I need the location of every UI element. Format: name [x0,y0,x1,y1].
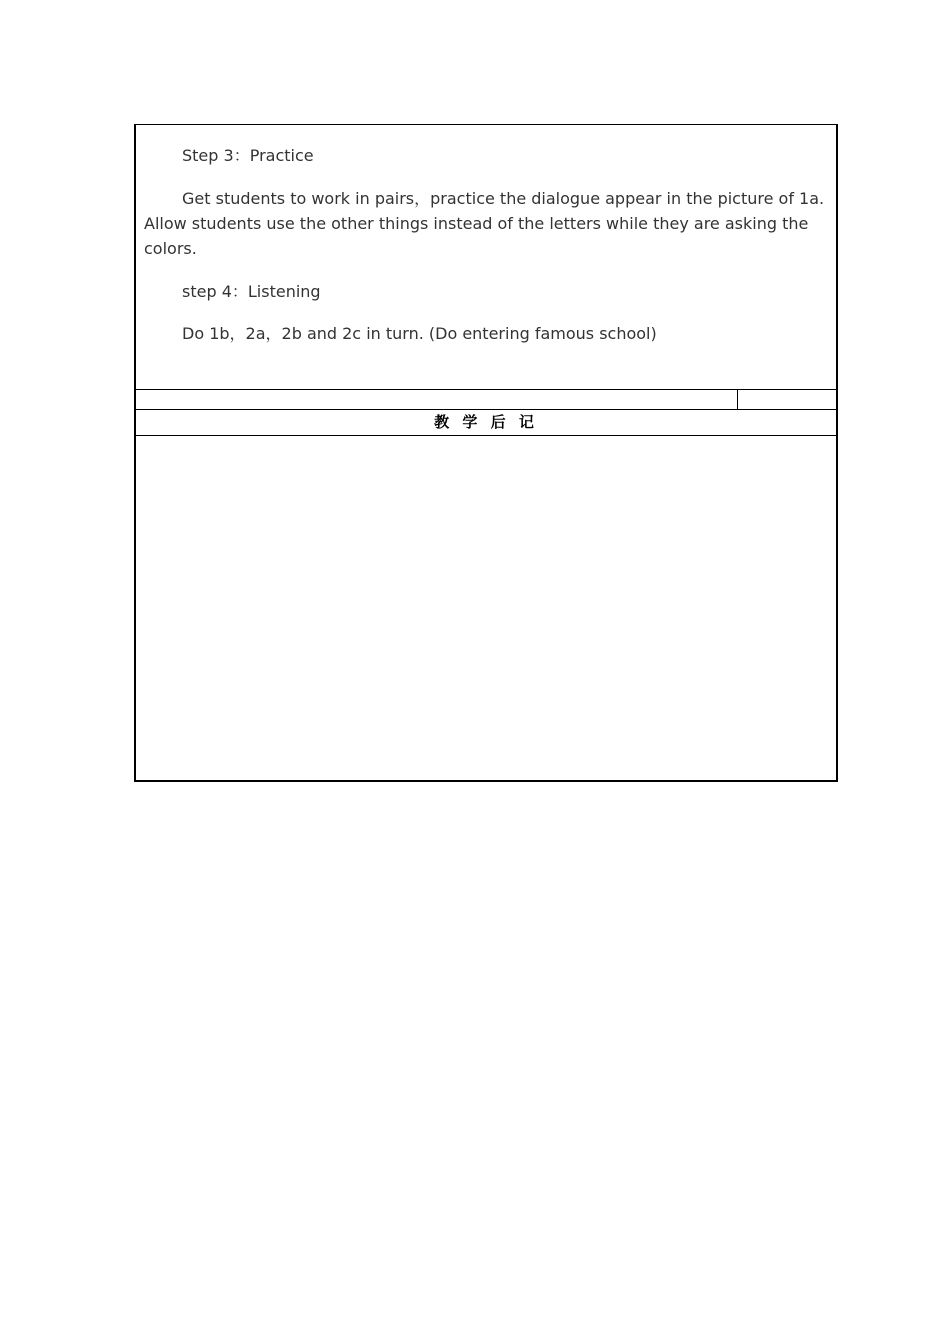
empty-cell [738,390,836,409]
step4-description: Do 1b，2a，2b and 2c in turn. (Do entering famous school) [182,324,657,343]
empty-cell [136,390,737,409]
step3-title: Step 3：Practice [182,146,314,165]
step3-description: Get students to work in pairs，practice the dialogue appear in the picture of 1a. Allow students use the other things instead of the letters while they are asking the colors. [144,189,825,258]
lesson-plan-table [134,124,838,782]
step4-title: step 4：Listening [182,282,321,301]
teaching-procedure-cell [136,125,836,390]
teaching-reflection-heading: 教 学 后 记 [434,413,538,431]
teaching-reflection-notes-area [136,436,836,780]
